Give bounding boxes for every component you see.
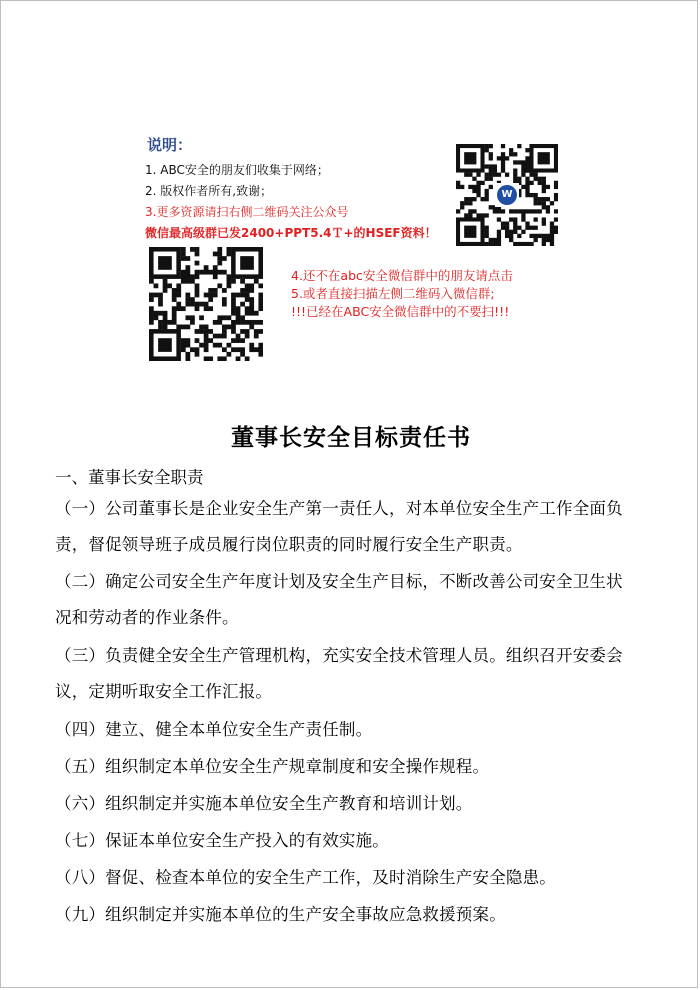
paragraph-line: （五）组织制定本单位安全生产规章制度和安全操作规程。 xyxy=(55,757,490,776)
paragraph-line: 议，定期听取安全工作汇报。 xyxy=(55,682,273,701)
paragraph-line: （四）建立、健全本单位安全生产责任制。 xyxy=(55,720,373,739)
qr-code-wechat-group[interactable] xyxy=(149,247,263,361)
paragraph-line: （八）督促、检查本单位的安全生产工作，及时消除生产安全隐患。 xyxy=(55,868,556,887)
paragraph-5 xyxy=(55,749,655,785)
paragraph-line: （三）负责健全安全生产管理机构，充实安全技术管理人员。组织召开安委会 xyxy=(55,646,623,665)
notice-item: 微信最高级群已发2400+PPT5.4Ｔ+的HSEF资料！ xyxy=(145,226,437,240)
paragraph-9 xyxy=(55,897,655,933)
paragraph-3 xyxy=(55,638,655,710)
side-note: 5.或者直接扫描左侧二维码入微信群; xyxy=(291,286,495,301)
paragraph-line: （七）保证本单位安全生产投入的有效实施。 xyxy=(55,831,389,850)
paragraph-4 xyxy=(55,712,655,748)
paragraph-line: （六）组织制定并实施本单位安全生产教育和培训计划。 xyxy=(55,794,473,813)
qr-code-public-account[interactable] xyxy=(456,144,558,246)
paragraph-line: （二）确定公司安全生产年度计划及安全生产目标，不断改善公司安全卫生状 xyxy=(55,572,623,591)
qr-code-icon xyxy=(149,247,263,361)
document-title: 董事长安全目标责任书 xyxy=(231,425,471,451)
paragraph-1 xyxy=(55,491,655,563)
paragraph-line: 责，督促领导班子成员履行岗位职责的同时履行安全生产职责。 xyxy=(55,535,523,554)
logo-icon: W xyxy=(495,183,519,207)
paragraph-6 xyxy=(55,786,655,822)
paragraph-7 xyxy=(55,823,655,859)
paragraph-line: 况和劳动者的作业条件。 xyxy=(55,608,239,627)
paragraph-line: （一）公司董事长是企业安全生产第一责任人，对本单位安全生产工作全面负 xyxy=(55,499,623,518)
paragraph-2 xyxy=(55,564,655,636)
notice-item: 3.更多资源请扫右侧二维码关注公众号 xyxy=(145,205,349,219)
side-note: !!!已经在ABC安全微信群中的不要扫!!! xyxy=(291,304,510,319)
notice-title: 说明： xyxy=(147,136,193,154)
paragraph-line: （九）组织制定并实施本单位的生产安全事故应急救援预案。 xyxy=(55,905,506,924)
section-heading: 一、董事长安全职责 xyxy=(55,468,204,487)
paragraph-8 xyxy=(55,860,655,896)
side-note: 4.还不在abc安全微信群中的朋友请点击 xyxy=(291,268,513,283)
notice-item: 1. ABC安全的朋友们收集于网络； xyxy=(145,163,329,177)
notice-item: 2. 版权作者所有,致谢； xyxy=(145,184,273,198)
notice-block xyxy=(141,134,571,369)
